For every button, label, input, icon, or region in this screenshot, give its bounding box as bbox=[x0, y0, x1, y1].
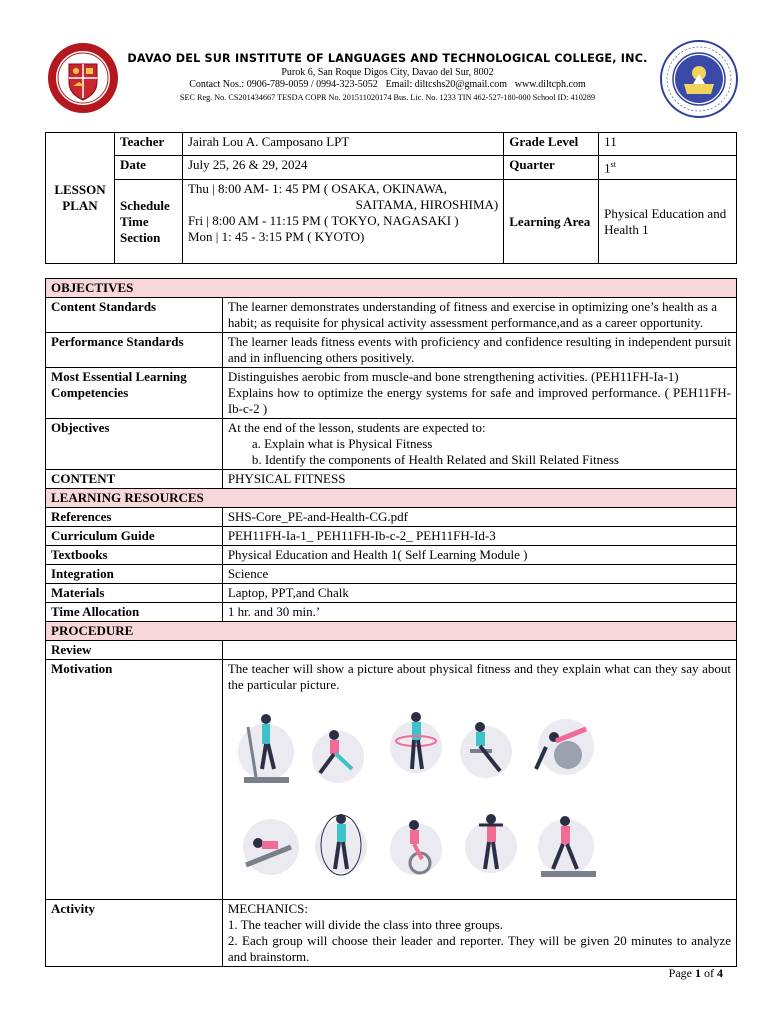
hula-hoop-figure bbox=[390, 712, 442, 773]
schedule-value: Thu | 8:00 AM- 1: 45 PM ( OSAKA, OKINAWA, SAITAMA, HIROSHIMA) Fri | 8:00 AM - 11:15 PM ( TOKYO, NAGASAKI ) Mon | 1: 45 - 3:15 PM ( KYOTO) bbox=[182, 180, 503, 264]
integration-label: Integration bbox=[46, 565, 223, 584]
activity-value: MECHANICS: 1. The teacher will divide the class into three groups. 2. Each group will choose their leader and reporter. They will be given 20 minutes to analyze and brainstorm. bbox=[222, 900, 736, 967]
lesson-info-table bbox=[45, 132, 737, 264]
learning-area-label: Learning Area bbox=[504, 180, 599, 264]
institution-address: Purok 6, San Roque Digos City, Davao del Sur, 8002 bbox=[281, 67, 494, 78]
learning-resources-section-header: LEARNING RESOURCES bbox=[46, 489, 737, 508]
college-crest-logo bbox=[47, 40, 119, 118]
institution-name: DAVAO DEL SUR INSTITUTE OF LANGUAGES AND TECHNOLOGICAL COLLEGE, INC. bbox=[127, 52, 648, 65]
curriculum-guide-value: PEH11FH-Ia-1_ PEH11FH-Ib-c-2_ PEH11FH-Id-3 bbox=[222, 527, 736, 546]
teacher-value: Jairah Lou A. Camposano LPT bbox=[182, 133, 503, 156]
exercise-ball-figure bbox=[536, 719, 594, 775]
letterhead bbox=[0, 0, 768, 125]
content-standards-value: The learner demonstrates understanding of fitness and exercise in optimizing one’s health as a habit; as requisite for physical activity assessment performance,and as a career opportunity. bbox=[222, 298, 736, 333]
materials-label: Materials bbox=[46, 584, 223, 603]
grade-level-label: Grade Level bbox=[504, 133, 599, 156]
lesson-plan-label: LESSON PLAN bbox=[46, 133, 115, 264]
fitness-illustration bbox=[228, 693, 731, 898]
stationary-bike-figure bbox=[390, 820, 442, 875]
content-value: PHYSICAL FITNESS bbox=[222, 470, 736, 489]
content-standards-label: Content Standards bbox=[46, 298, 223, 333]
date-label: Date bbox=[114, 156, 182, 180]
treadmill-runner-figure bbox=[538, 816, 596, 877]
situp-bench-figure bbox=[243, 819, 299, 875]
jump-rope-figure bbox=[315, 814, 367, 875]
performance-standards-value: The learner leads fitness events with proficiency and confidence resulting in independent pursuit and in influencing others positively. bbox=[222, 333, 736, 368]
teacher-label: Teacher bbox=[114, 133, 182, 156]
lesson-plan-table bbox=[45, 278, 737, 967]
learning-area-value: Physical Education and Health 1 bbox=[599, 180, 737, 264]
objectives-section-header: OBJECTIVES bbox=[46, 279, 737, 298]
time-allocation-label: Time Allocation bbox=[46, 603, 223, 622]
content-label: CONTENT bbox=[46, 470, 223, 489]
procedure-section-header: PROCEDURE bbox=[46, 622, 737, 641]
institution-contact: Contact Nos.: 0906-789-0059 / 0994-323-5052 Email: diltcshs20@gmail.com www.diltcph.com bbox=[189, 79, 586, 90]
references-label: References bbox=[46, 508, 223, 527]
materials-value: Laptop, PPT,and Chalk bbox=[222, 584, 736, 603]
chair-dip-figure bbox=[460, 722, 512, 778]
time-allocation-value: 1 hr. and 30 min.’ bbox=[222, 603, 736, 622]
curriculum-guide-label: Curriculum Guide bbox=[46, 527, 223, 546]
references-value: SHS-Core_PE-and-Health-CG.pdf bbox=[222, 508, 736, 527]
exercise-figures-image bbox=[236, 707, 616, 887]
melc-value: Distinguishes aerobic from muscle-and bone strengthening activities. (PEH11FH-Ia-1) Explains how to optimize the energy systems for safe and improved performance. ( PEH11FH-Ib-c-2 ) bbox=[222, 368, 736, 419]
objective-item: a. Explain what is Physical Fitness bbox=[251, 436, 433, 451]
integration-value: Science bbox=[222, 565, 736, 584]
textbooks-value: Physical Education and Health 1( Self Learning Module ) bbox=[222, 546, 736, 565]
motivation-label: Motivation bbox=[46, 660, 223, 900]
objectives-value: At the end of the lesson, students are expected to: a. Explain what is Physical Fitness b. Identify the components of Health Related and Skill Related Fitness bbox=[222, 419, 736, 470]
objectives-label: Objectives bbox=[46, 419, 223, 470]
dumbbell-figure bbox=[465, 814, 517, 873]
lunge-figure bbox=[312, 730, 364, 783]
grade-level-value: 11 bbox=[599, 133, 737, 156]
performance-standards-label: Performance Standards bbox=[46, 333, 223, 368]
schedule-label: Schedule Time Section bbox=[114, 180, 182, 264]
review-value bbox=[222, 641, 736, 660]
date-value: July 25, 26 & 29, 2024 bbox=[182, 156, 503, 180]
motivation-value: The teacher will show a picture about physical fitness and they explain what can they say about the particular picture. bbox=[222, 660, 736, 900]
treadmill-figure bbox=[238, 714, 294, 783]
page-number: Page 1 of 4 bbox=[668, 966, 723, 980]
melc-label: Most Essential Learning Competencies bbox=[46, 368, 223, 419]
institution-registration: SEC Reg. No. CS201434667 TESDA COPR No. 201511020174 Bus. Lic. No. 1233 TIN 462-527-180-000 School ID: 410289 bbox=[179, 93, 596, 102]
quarter-value: 1st bbox=[599, 156, 737, 180]
review-label: Review bbox=[46, 641, 223, 660]
deped-seal-logo bbox=[660, 40, 738, 118]
textbooks-label: Textbooks bbox=[46, 546, 223, 565]
objective-item: b. Identify the components of Health Related and Skill Related Fitness bbox=[251, 452, 619, 467]
quarter-label: Quarter bbox=[504, 156, 599, 180]
activity-label: Activity bbox=[46, 900, 223, 967]
